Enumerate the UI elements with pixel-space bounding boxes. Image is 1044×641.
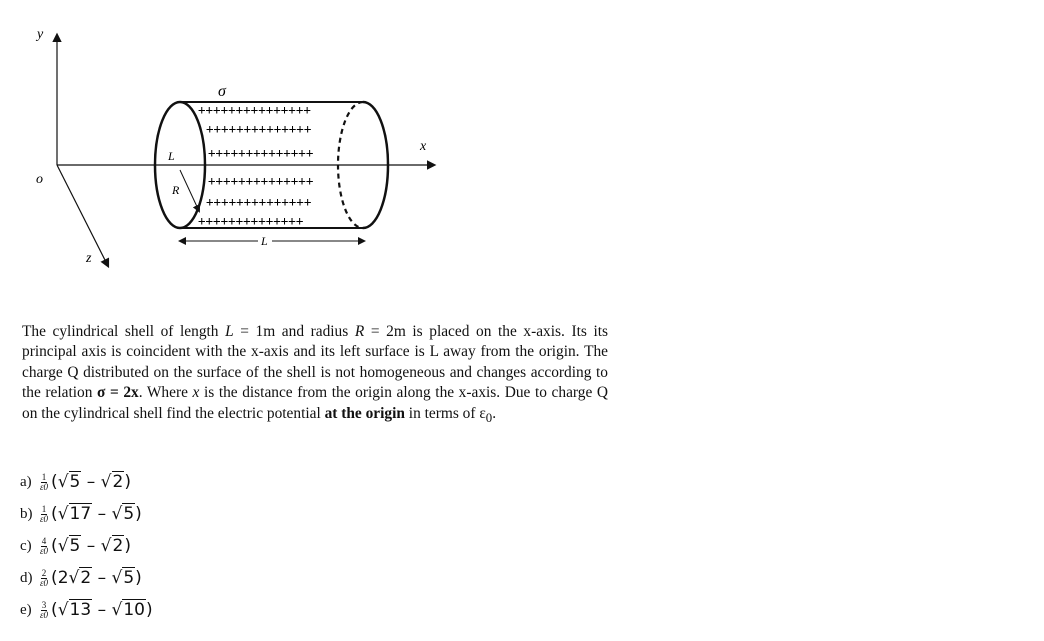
option-letter: d) bbox=[20, 569, 33, 586]
option-expression: (√17 – √5) bbox=[51, 504, 142, 524]
paren-close: ) bbox=[124, 472, 131, 492]
radicand-2: 10 bbox=[123, 600, 145, 620]
answer-option[interactable] bbox=[20, 530, 153, 562]
minus-sign: – bbox=[81, 472, 101, 492]
answer-option[interactable] bbox=[20, 466, 153, 498]
radicand-2: 5 bbox=[123, 504, 135, 524]
radicand-2: 2 bbox=[112, 472, 124, 492]
problem-text: . Where bbox=[138, 384, 193, 402]
paren-open: ( bbox=[51, 600, 58, 620]
paren-open: ( bbox=[51, 568, 58, 588]
paren-open: ( bbox=[51, 536, 58, 556]
sigma-label: σ bbox=[218, 83, 226, 100]
minus-sign: – bbox=[81, 536, 101, 556]
problem-var: x bbox=[192, 384, 200, 402]
fraction-denominator: ε0 bbox=[40, 577, 49, 588]
paren-close: ) bbox=[135, 568, 142, 588]
fraction-denominator: ε0 bbox=[40, 609, 49, 620]
problem-relation: σ = 2x bbox=[97, 384, 139, 402]
fraction-numerator: 4 bbox=[41, 535, 47, 546]
option-expression: (√13 – √10) bbox=[51, 600, 153, 620]
minus-sign: – bbox=[92, 568, 112, 588]
answer-option[interactable] bbox=[20, 498, 153, 530]
option-fraction bbox=[40, 473, 48, 492]
charge-row: +++++++++++++++ bbox=[198, 102, 311, 117]
radicand-1: 2 bbox=[80, 568, 92, 588]
fraction-denominator: ε0 bbox=[40, 545, 49, 556]
option-letter: e) bbox=[20, 601, 32, 618]
origin-label: o bbox=[36, 172, 43, 187]
problem-text: = 2m bbox=[364, 323, 406, 340]
option-expression: (2√2 – √5) bbox=[51, 568, 142, 588]
radicand-1: 17 bbox=[69, 504, 92, 524]
option-letter: a) bbox=[20, 473, 32, 490]
option-expression: (√5 – √2) bbox=[51, 536, 131, 556]
option-fraction bbox=[40, 569, 48, 588]
problem-text: and radius bbox=[275, 323, 355, 340]
z-axis bbox=[57, 165, 108, 266]
paren-open: ( bbox=[51, 504, 58, 524]
option-letter: c) bbox=[20, 537, 32, 554]
problem-text: = 1m bbox=[233, 323, 276, 340]
x-axis-label: x bbox=[420, 139, 427, 154]
paren-close: ) bbox=[145, 600, 153, 620]
option-fraction bbox=[40, 601, 48, 620]
charge-row: ++++++++++++++ bbox=[208, 145, 314, 160]
problem-emphasis: at the origin bbox=[324, 404, 405, 422]
radicand-1: 13 bbox=[69, 600, 92, 620]
cylinder-figure bbox=[0, 0, 460, 290]
length-label-left: L bbox=[168, 149, 175, 163]
y-axis-label: y bbox=[37, 27, 44, 42]
option-fraction bbox=[40, 505, 48, 524]
paren-close: ) bbox=[124, 536, 131, 556]
length-label-bottom: L bbox=[261, 234, 268, 248]
paren-close: ) bbox=[135, 504, 142, 524]
minus-sign: – bbox=[92, 504, 112, 524]
answer-options bbox=[20, 466, 153, 626]
problem-text: is the distance from the origin along the x-axis. Due to charge Q on the cylindrical shell find the electric potential bbox=[22, 384, 608, 422]
radicand-2: 5 bbox=[123, 568, 135, 588]
fraction-numerator: 3 bbox=[41, 599, 47, 610]
fraction-denominator: ε0 bbox=[40, 513, 49, 524]
fraction-numerator: 2 bbox=[41, 567, 47, 578]
option-expression: (√5 – √2) bbox=[51, 472, 131, 492]
radicand-1: 5 bbox=[69, 472, 81, 492]
problem-var: R bbox=[354, 323, 365, 340]
radicand-1: 5 bbox=[69, 536, 81, 556]
radius-label: R bbox=[172, 183, 180, 197]
charge-row: ++++++++++++++ bbox=[206, 121, 312, 136]
coefficient: 2 bbox=[57, 568, 69, 588]
problem-subscript: 0 bbox=[485, 410, 493, 425]
fraction-numerator: 1 bbox=[41, 503, 47, 514]
problem-text: The cylindrical shell of length bbox=[22, 323, 226, 340]
problem-text: . bbox=[492, 404, 497, 422]
charge-row: ++++++++++++++ bbox=[208, 173, 314, 188]
answer-option[interactable] bbox=[20, 562, 153, 594]
fraction-denominator: ε0 bbox=[40, 481, 49, 492]
minus-sign: – bbox=[92, 600, 112, 620]
radius-arrow bbox=[180, 170, 199, 211]
answer-option[interactable] bbox=[20, 594, 153, 626]
problem-text: in terms of ε bbox=[404, 404, 486, 422]
option-fraction bbox=[40, 537, 48, 556]
fraction-numerator: 1 bbox=[41, 471, 47, 482]
radicand-2: 2 bbox=[112, 536, 124, 556]
charge-row: ++++++++++++++ bbox=[198, 213, 304, 228]
charge-row: ++++++++++++++ bbox=[206, 194, 312, 209]
problem-text: is placed on the x-axis. Its its principal axis is coincident with the x-axis and its left surface is L away from the origin. The charge Q distributed on the surface of the shell is not homogeneous and changes according to the relation bbox=[22, 323, 608, 402]
option-letter: b) bbox=[20, 505, 33, 522]
z-axis-label: z bbox=[86, 251, 92, 266]
problem-var: L bbox=[225, 323, 234, 340]
paren-open: ( bbox=[51, 472, 58, 492]
problem-statement bbox=[22, 322, 608, 428]
